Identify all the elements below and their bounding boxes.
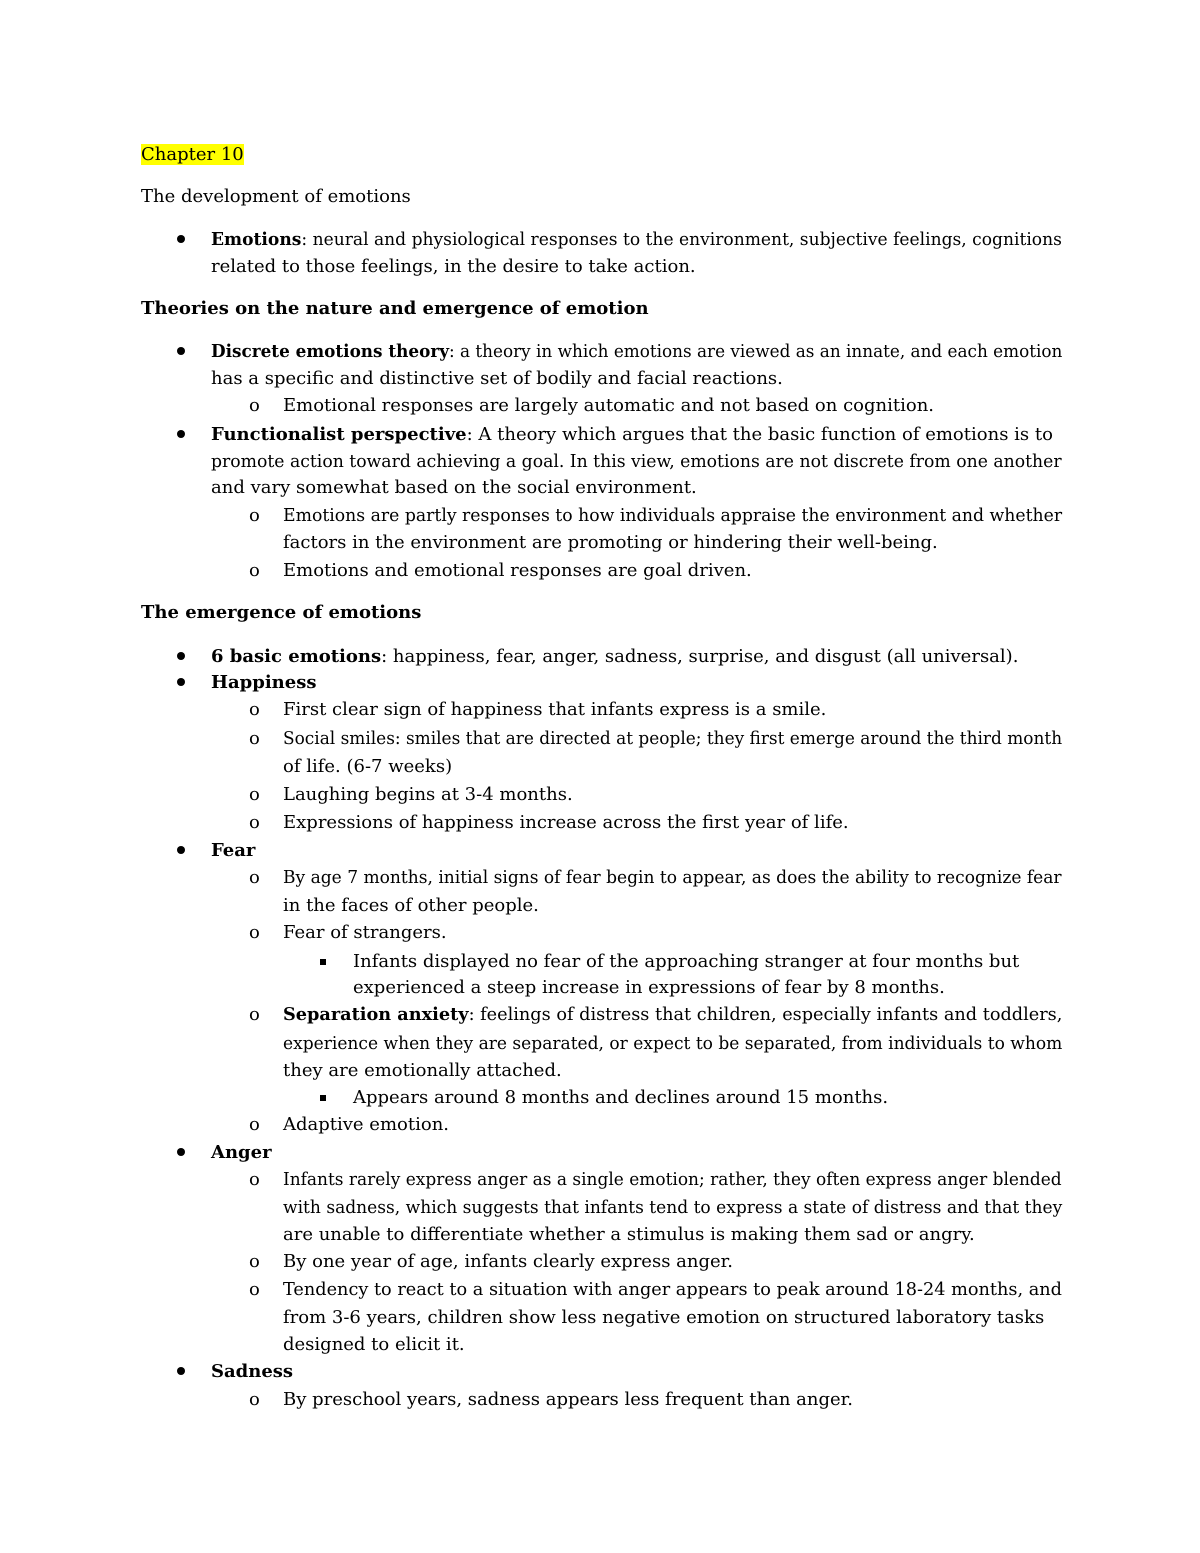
fear-sub-3-cont: experience when they are separated, or expect to be separated, from individuals to whom [283, 1033, 1063, 1054]
section-heading-theories: Theories on the nature and emergence of emotion [141, 298, 649, 319]
happiness-sub-4: Expressions of happiness increase across the first year of life. [283, 812, 849, 833]
bullet-icon [175, 645, 187, 669]
bullet-icon [175, 340, 187, 364]
chapter-highlight: Chapter 10 [141, 144, 244, 165]
bullet-icon [175, 671, 187, 695]
functionalist-definition [211, 423, 1053, 447]
bullet-icon [175, 228, 187, 252]
happiness-sub-3: Laughing begins at 3-4 months. [283, 784, 573, 805]
anger-sub-1-cont: are unable to differentiate whether a stimulus is making them sad or angry. [283, 1224, 975, 1245]
section-heading-emergence: The emergence of emotions [141, 602, 422, 623]
definition-text: : A theory which argues that the basic function of emotions is to [466, 424, 1053, 445]
emotion-heading-fear: Fear [211, 840, 256, 861]
term-emotions: Emotions [211, 229, 302, 250]
term-functionalist: Functionalist perspective [211, 424, 467, 445]
page-subtitle: The development of emotions [141, 186, 411, 207]
emotion-heading-happiness: Happiness [211, 672, 317, 693]
functionalist-sub-1-cont: factors in the environment are promoting or hindering their well-being. [283, 532, 938, 553]
fear-sub-2-detail: Infants displayed no fear of the approaching stranger at four months but [353, 951, 1020, 972]
fear-sub-3 [283, 1003, 1062, 1027]
fear-sub-2: Fear of strangers. [283, 922, 447, 943]
happiness-sub-2: Social smiles: smiles that are directed at people; they first emerge around the third month [283, 728, 1063, 749]
anger-sub-1-cont: with sadness, which suggests that infants tend to express a state of distress and that they [283, 1197, 1063, 1218]
emotions-definition-cont: related to those feelings, in the desire to take action. [211, 256, 696, 277]
sub-bullet-marker: o [249, 699, 260, 720]
sub-bullet-marker: o [249, 560, 260, 581]
functionalist-sub-1: Emotions are partly responses to how individuals appraise the environment and whether [283, 505, 1063, 526]
anger-sub-2: By one year of age, infants clearly express anger. [283, 1251, 733, 1272]
happiness-sub-1: First clear sign of happiness that infants express is a smile. [283, 699, 827, 720]
emotions-definition [211, 228, 1062, 252]
sub-bullet-marker: o [249, 728, 260, 749]
functionalist-definition-cont: and vary somewhat based on the social environment. [211, 477, 697, 498]
term-separation-anxiety: Separation anxiety [283, 1004, 469, 1025]
fear-sub-2-detail-cont: experienced a steep increase in expressions of fear by 8 months. [353, 977, 945, 998]
fear-sub-3-detail: Appears around 8 months and declines around 15 months. [353, 1087, 889, 1108]
sub-bullet-marker: o [249, 1114, 260, 1135]
chapter-label [141, 143, 244, 167]
term-discrete: Discrete emotions theory [211, 341, 449, 362]
sub-bullet-marker: o [249, 1279, 260, 1300]
discrete-sub-1: Emotional responses are largely automatic and not based on cognition. [283, 395, 935, 416]
emotion-heading-anger: Anger [211, 1142, 272, 1163]
fear-sub-4: Adaptive emotion. [283, 1114, 450, 1135]
anger-sub-3-cont: designed to elicit it. [283, 1334, 465, 1355]
functionalist-definition-cont: promote action toward achieving a goal. In this view, emotions are not discrete from one another [211, 451, 1062, 472]
square-bullet-icon [318, 950, 328, 974]
anger-sub-3-cont: from 3-6 years, children show less negative emotion on structured laboratory tasks [283, 1307, 1045, 1328]
definition-text: : happiness, fear, anger, sadness, surprise, and disgust (all universal). [381, 646, 1019, 667]
fear-sub-1-cont: in the faces of other people. [283, 895, 539, 916]
sub-bullet-marker: o [249, 867, 260, 888]
discrete-theory-definition [211, 340, 1062, 364]
happiness-sub-2-cont: of life. (6-7 weeks) [283, 756, 453, 777]
fear-sub-3-cont: they are emotionally attached. [283, 1060, 562, 1081]
term-basic-emotions: 6 basic emotions [211, 646, 382, 667]
bullet-icon [175, 1360, 187, 1384]
discrete-theory-definition-cont: has a specific and distinctive set of bodily and facial reactions. [211, 368, 783, 389]
bullet-icon [175, 423, 187, 447]
basic-emotions-definition [211, 645, 1018, 669]
sub-bullet-marker: o [249, 1004, 260, 1025]
anger-sub-3: Tendency to react to a situation with anger appears to peak around 18-24 months, and [283, 1279, 1062, 1300]
square-bullet-icon [318, 1086, 328, 1110]
definition-text: : neural and physiological responses to the environment, subjective feelings, cognitions [301, 229, 1062, 250]
bullet-icon [175, 839, 187, 863]
sub-bullet-marker: o [249, 812, 260, 833]
sub-bullet-marker: o [249, 1169, 260, 1190]
sub-bullet-marker: o [249, 784, 260, 805]
functionalist-sub-2: Emotions and emotional responses are goal driven. [283, 560, 752, 581]
sub-bullet-marker: o [249, 1389, 260, 1410]
sub-bullet-marker: o [249, 922, 260, 943]
definition-text: : feelings of distress that children, especially infants and toddlers, [468, 1004, 1063, 1025]
bullet-icon [175, 1141, 187, 1165]
fear-sub-1: By age 7 months, initial signs of fear begin to appear, as does the ability to recognize fear [283, 867, 1062, 888]
sub-bullet-marker: o [249, 1251, 260, 1272]
sub-bullet-marker: o [249, 395, 260, 416]
sadness-sub-1: By preschool years, sadness appears less frequent than anger. [283, 1389, 854, 1410]
anger-sub-1: Infants rarely express anger as a single emotion; rather, they often express anger blended [283, 1169, 1062, 1190]
emotion-heading-sadness: Sadness [211, 1361, 294, 1382]
sub-bullet-marker: o [249, 505, 260, 526]
definition-text: : a theory in which emotions are viewed as an innate, and each emotion [448, 341, 1063, 362]
